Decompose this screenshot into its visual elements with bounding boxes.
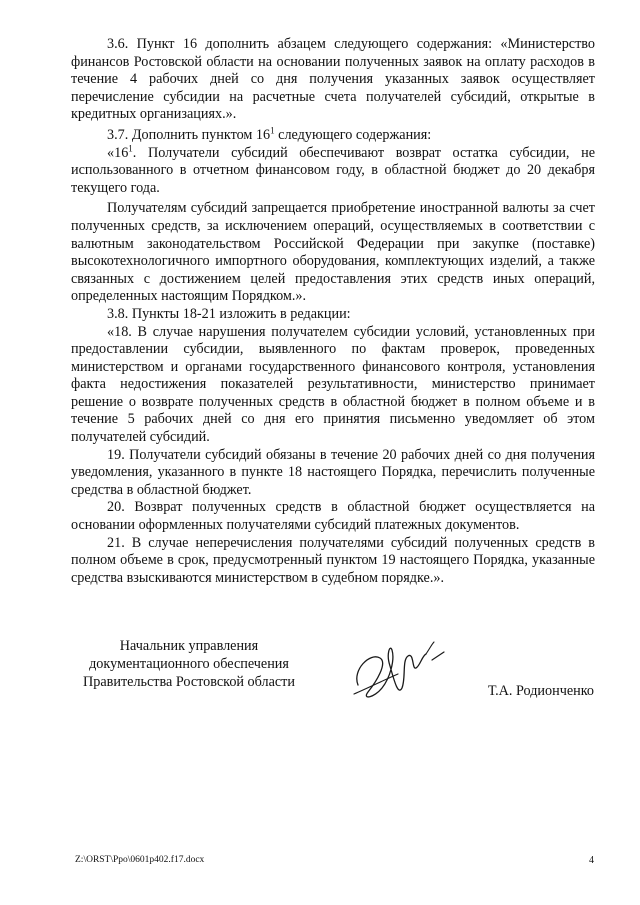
paragraph-3-7-text-end: следующего содержания:: [274, 126, 432, 143]
signatory-line-3: Правительства Ростовской области: [83, 674, 295, 690]
handwritten-signature: [340, 630, 450, 710]
paragraph-16-1: [71, 142, 595, 198]
footer-file-path: Z:\ORST\Ppo\0601p402.f17.docx: [75, 855, 205, 865]
page-number: 4: [589, 855, 594, 866]
superscript: 1: [128, 142, 133, 153]
paragraph-18: «18. В случае нарушения получателем субсидии условий, установленных при предоставлении субсидии, выявленного по фактам проверок, проведенных министерством и органами государственного финансового контроля, установления факта недостижения показателей результативности, министерство принимает решение о возврате полученных средств в областной бюджет в полном объеме и в течение 5 рабочих дней со дня его принятия письменно уведомляет об этом получателей субсидий.: [71, 323, 595, 446]
superscript: 1: [270, 125, 275, 136]
paragraph-19: 19. Получатели субсидий обязаны в течение 20 рабочих дней со дня получения уведомления, указанного в пункте 18 настоящего Порядка, перечислить полученные средства в областной бюджет.: [71, 446, 595, 498]
signatory-title: [66, 637, 312, 691]
signatory-line-1: Начальник управления: [119, 638, 259, 654]
paragraph-3-7-text: 3.7. Дополнить пунктом 16: [107, 126, 271, 143]
paragraph-currency-ban: Получателям субсидий запрещается приобретение иностранной валюты за счет полученных средств, за исключением операций, осуществляемых в соответствии с валютным законодательством Российской Федерации при закупке (поставке) высокотехнологичного импортного оборудования, комплектующих изделий, а также связанных с достижением целей предоставления этих средств иных операций, определенных настоящим Порядком.».: [71, 200, 595, 305]
paragraph-3-8: 3.8. Пункты 18-21 изложить в редакции:: [107, 305, 351, 322]
signatory-line-2: документационного обеспечения: [89, 656, 289, 672]
paragraph-21: 21. В случае неперечисления получателями субсидий полученных средств в полном объеме в срок, предусмотренный пунктом 19 настоящего Порядка, указанные средства взыскиваются министерством в судебном порядке.».: [71, 534, 595, 586]
paragraph-3-6: 3.6. Пункт 16 дополнить абзацем следующего содержания: «Министерство финансов Ростовской области на основании полученных заявок на оплату расходов в течение 4 рабочих дней со дня получения указанных заявок осуществляет перечисление субсидии на расчетные счета получателей субсидий, открытые в кредитных организациях.».: [71, 36, 595, 123]
paragraph-16-1-start: «16: [107, 144, 129, 161]
signatory-name: Т.А. Родионченко: [487, 683, 594, 699]
paragraph-20: 20. Возврат полученных средств в областной бюджет осуществляется на основании оформленных получателями субсидий платежных документов.: [71, 499, 595, 534]
paragraph-16-1-text: . Получатели субсидий обеспечивают возврат остатка субсидии, не использованного в отчетном финансовом году, в областной бюджет до 20 декабря текущего года.: [71, 144, 595, 196]
paragraph-3-7: [71, 127, 595, 145]
document-body: [71, 36, 595, 587]
